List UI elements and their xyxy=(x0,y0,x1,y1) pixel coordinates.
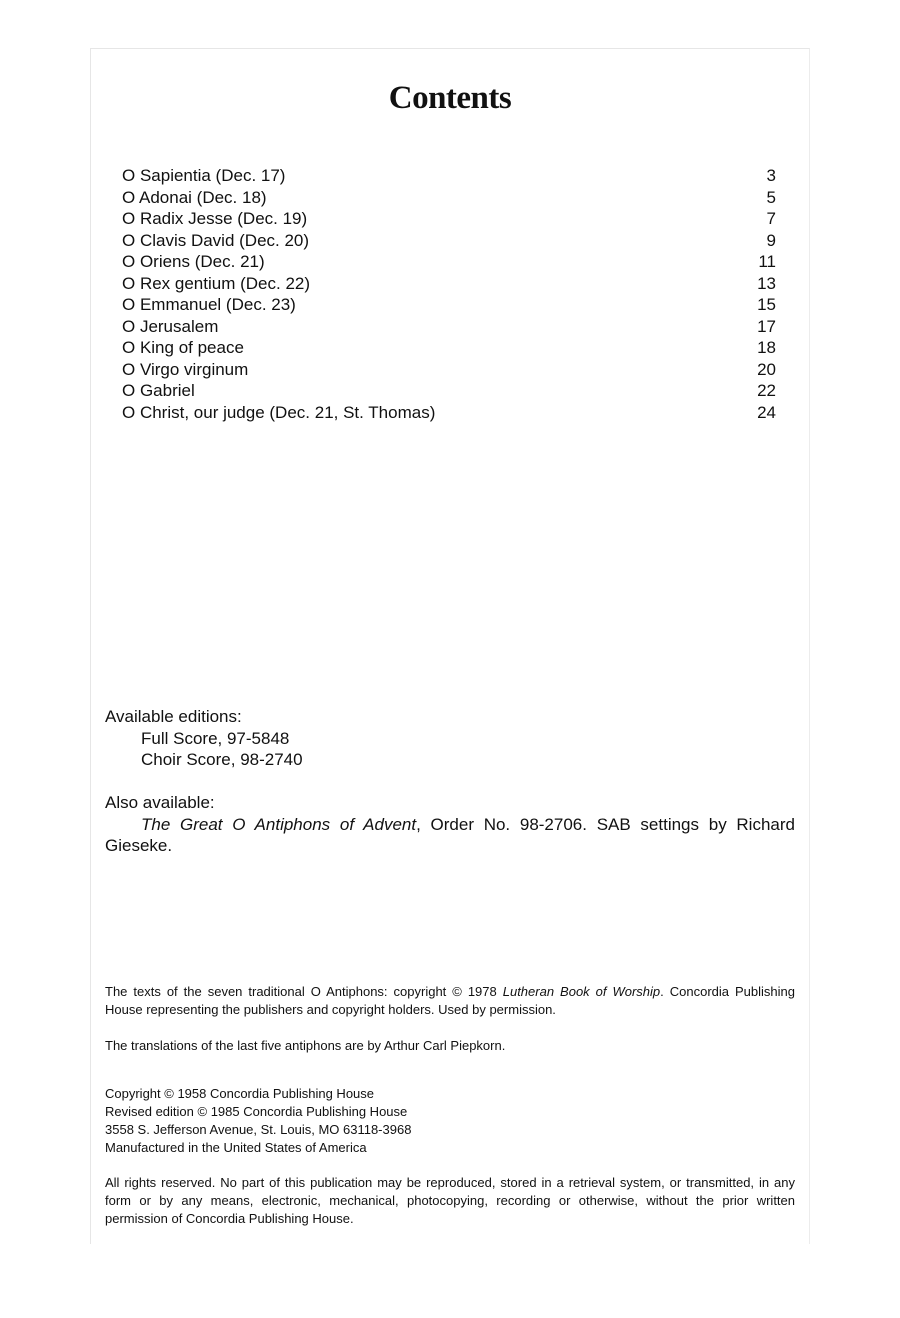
toc-entry-title: O Christ, our judge (Dec. 21, St. Thomas) xyxy=(122,402,436,422)
also-available xyxy=(105,792,795,857)
also-details: , Order No. 98-2706. SAB settings by Richard Gieseke. xyxy=(105,814,795,855)
translations-note xyxy=(105,1037,795,1055)
toc-entry xyxy=(122,402,776,424)
toc-entry xyxy=(122,316,776,338)
toc-entry xyxy=(122,380,776,402)
texts-note-part: . Concordia Publishing House representing the publishers and copyright holders. Used by permission. xyxy=(105,984,795,1017)
toc-entry-page: 18 xyxy=(757,338,776,357)
editions-heading: Available editions: xyxy=(105,707,242,726)
toc-entry-title: O Adonai (Dec. 18) xyxy=(122,187,267,207)
toc-entry xyxy=(122,273,776,295)
toc-entry-title: O Oriens (Dec. 21) xyxy=(122,252,265,271)
translations-text: The translations of the last five antiphons are by Arthur Carl Piepkorn. xyxy=(105,1038,506,1053)
publication-title: The Great O Antiphons of Advent xyxy=(141,814,417,834)
toc-entry-title: O Sapientia (Dec. 17) xyxy=(122,166,286,185)
toc-entry-page: 9 xyxy=(766,230,776,250)
book-title: Lutheran Book of Worship xyxy=(502,984,661,999)
copyright-block xyxy=(105,1085,795,1157)
edition-item: Choir Score, 98-2740 xyxy=(141,750,303,769)
toc-entry-page: 5 xyxy=(766,187,776,207)
rights-notice xyxy=(105,1174,795,1228)
toc-entry-title: O Clavis David (Dec. 20) xyxy=(122,230,310,250)
toc-entry-page: 7 xyxy=(766,209,776,228)
toc-entry xyxy=(122,294,776,316)
copyright-line: 3558 S. Jefferson Avenue, St. Louis, MO 63118-3968 xyxy=(105,1122,412,1137)
toc-entry-title: O Emmanuel (Dec. 23) xyxy=(122,295,296,314)
toc-entry xyxy=(122,251,776,273)
copyright-line: Copyright © 1958 Concordia Publishing House xyxy=(105,1086,375,1101)
table-of-contents xyxy=(122,165,776,423)
toc-entry-title: O Rex gentium (Dec. 22) xyxy=(122,273,311,293)
rights-text: All rights reserved. No part of this publication may be reproduced, stored in a retrieval system, or transmitted, in any form or by any means, electronic, mechanical, photocopying, recording or otherwise, without the prior written permission of Concordia Publishing House. xyxy=(105,1175,795,1226)
toc-entry-page: 3 xyxy=(766,166,776,185)
page-title: Contents xyxy=(388,80,512,116)
toc-entry-title: O Gabriel xyxy=(122,381,195,400)
toc-entry-page: 13 xyxy=(757,273,776,293)
toc-entry-title: O Jerusalem xyxy=(122,316,219,336)
edition-item: Full Score, 97-5848 xyxy=(141,728,290,748)
toc-entry xyxy=(122,165,776,187)
toc-entry xyxy=(122,230,776,252)
toc-entry-title: O Virgo virginum xyxy=(122,359,249,379)
toc-entry-page: 17 xyxy=(757,316,776,336)
also-heading: Also available: xyxy=(105,793,215,812)
toc-entry-title: O King of peace xyxy=(122,338,244,357)
toc-entry-page: 11 xyxy=(758,252,776,271)
toc-entry xyxy=(122,208,776,230)
toc-entry-page: 22 xyxy=(757,381,776,400)
also-description xyxy=(105,814,795,857)
toc-entry xyxy=(122,359,776,381)
toc-entry-page: 24 xyxy=(757,402,776,422)
toc-entry xyxy=(122,187,776,209)
toc-entry xyxy=(122,337,776,359)
toc-entry-page: 15 xyxy=(757,295,776,314)
toc-entry-title: O Radix Jesse (Dec. 19) xyxy=(122,209,308,228)
toc-entry-page: 20 xyxy=(757,359,776,379)
texts-note-part: The texts of the seven traditional O Antiphons: copyright © 1978 xyxy=(105,984,503,999)
copyright-line: Revised edition © 1985 Concordia Publishing House xyxy=(105,1104,408,1119)
available-editions xyxy=(105,706,795,771)
copyright-line: Manufactured in the United States of America xyxy=(105,1140,367,1155)
texts-copyright-note xyxy=(105,983,795,1019)
